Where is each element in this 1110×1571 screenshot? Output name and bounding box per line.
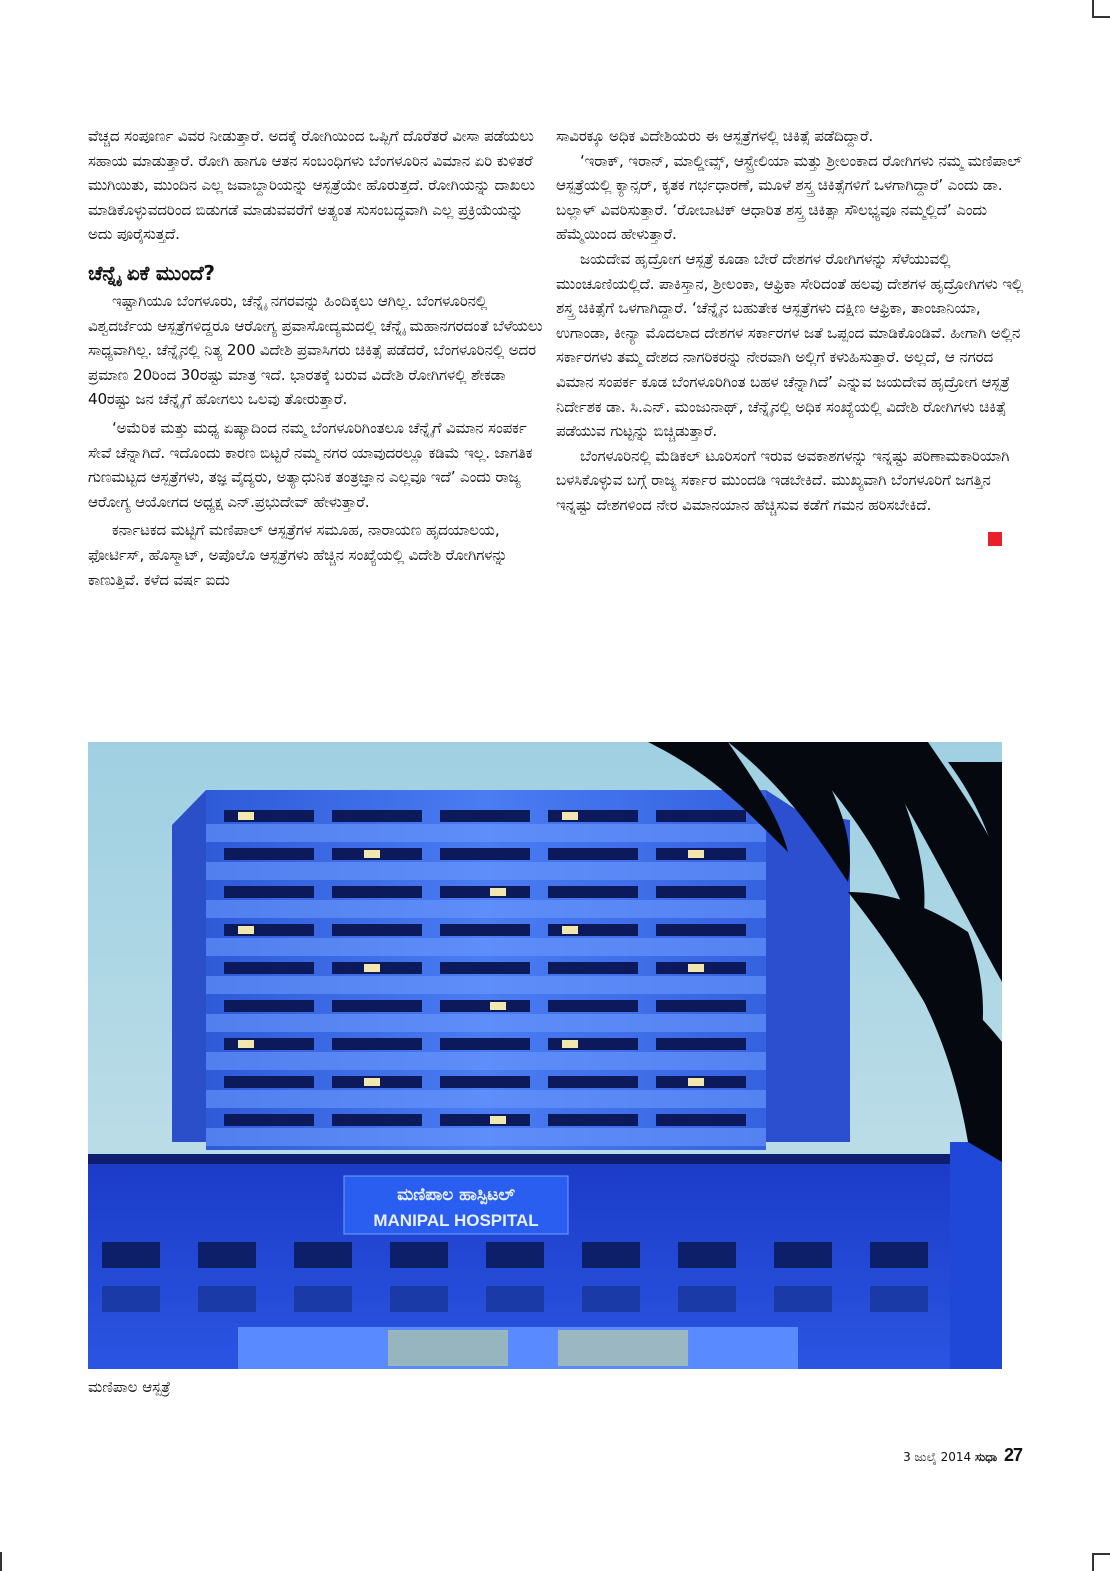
paragraph: ‘ಅಮೆರಿಕ ಮತ್ತು ಮಧ್ಯ ಏಷ್ಯಾದಿಂದ ನಮ್ಮ ಬೆಂಗಳೂರಿಗಿಂತಲೂ ಚೆನ್ನೈಗೆ ವಿಮಾನ ಸಂಪರ್ಕ ಸೇವೆ ಚೆನ್ನಾಗಿದೆ. ಇದೊಂದು ಕಾರಣ ಬಿಟ್ಟರೆ ನಮ್ಮ ನಗರ ಯಾವುದರಲ್ಲೂ ಕಡಿಮೆ ಇಲ್ಲ. ಜಾಗತಿಕ ಗುಣಮಟ್ಟದ ಆಸ್ಪತ್ರೆಗಳು, ತಜ್ಞ ವೈದ್ಯರು, ಅತ್ಯಾಧುನಿಕ ತಂತ್ರಜ್ಞಾನ ಎಲ್ಲವೂ ಇದೆ’ ಎಂದು ರಾಜ್ಯ ಆರೋಗ್ಯ ಆಯೋಗದ ಅಧ್ಯಕ್ಷ ಎನ್.ಪ್ರಭುದೇವ್ ಹೇಳುತ್ತಾರೆ. — [88, 418, 533, 511]
paragraph: ‘ಇರಾಕ್, ಇರಾನ್, ಮಾಲ್ಡೀವ್ಸ್, ಆಸ್ಟ್ರೇಲಿಯಾ ಮತ್ತು ಶ್ರೀಲಂಕಾದ ರೋಗಿಗಳು ನಮ್ಮ ಮಣಿಪಾಲ್ ಆಸ್ಪತ್ರೆಯಲ್ಲಿ ಕ್ಯಾನ್ಸರ್, ಕೃತಕ ಗರ್ಭಧಾರಣೆ, ಮೂಳೆ ಶಸ್ತ್ರ ಚಿಕಿತ್ಸೆಗಳಿಗೆ ಒಳಗಾಗಿದ್ದಾರೆ’ ಎಂದು ಡಾ. ಬಲ್ಲಾಳ್ ವಿವರಿಸುತ್ತಾರೆ. ‘ರೋಬಾಟಿಕ್ ಆಧಾರಿತ ಶಸ್ತ್ರ ಚಿಕಿತ್ಸಾ ಸೌಲಭ್ಯವೂ ನಮ್ಮಲ್ಲಿದೆ’ ಎಂದು ಹೆಮ್ಮೆಯಿಂದ ಹೇಳುತ್ತಾರೆ. — [556, 151, 1022, 244]
window — [440, 886, 530, 898]
crop-mark-top-right-h — [1092, 16, 1110, 18]
paragraph: ವೆಚ್ಚದ ಸಂಪೂರ್ಣ ವಿವರ ನೀಡುತ್ತಾರೆ. ಅದಕ್ಕೆ ರೋಗಿಯಿಂದ ಒಪ್ಪಿಗೆ ದೊರೆತರೆ ವೀಸಾ ಪಡೆಯಲು ಸಹಾಯ ಮಾಡುತ್ತಾರೆ. ರೋಗಿ ಹಾಗೂ ಆತನ ಸಂಬಂಧಿಗಳು ಬೆಂಗಳೂರಿನ ವಿಮಾನ ಏರಿ ಕುಳಿತರೆ ಮುಗಿಯಿತು, ಮುಂದಿನ ಎಲ್ಲ ಜವಾಬ್ದಾರಿಯನ್ನು ಆಸ್ಪತ್ರೆಯೇ ಹೊರುತ್ತದೆ. ರೋಗಿಯನ್ನು ದಾಖಲು ಮಾಡಿಕೊಳ್ಳುವದರಿಂದ ಬಿಡುಗಡೆ ಮಾಡುವವರೆಗೆ ಅತ್ಯಂತ ಸುಸಂಬದ್ಧವಾಗಿ ಎಲ್ಲ ಪ್ರಕ್ರಿಯೆಯನ್ನು ಅದು ಪೂರೈಸುತ್ತದೆ. — [88, 127, 535, 244]
window — [548, 962, 638, 974]
podium-window — [678, 1242, 736, 1268]
paragraph: ಕರ್ನಾಟಕದ ಮಟ್ಟಿಗೆ ಮಣಿಪಾಲ್ ಆಸ್ಪತ್ರೆಗಳ ಸಮೂಹ, ನಾರಾಯಣ ಹೃದಯಾಲಯ, ಫೋರ್ಟಿಸ್, ಹೊಸ್ಮಾಟ್, ಅಪೊಲೊ ಆಸ್ಪತ್ರೆಗಳು ಹೆಚ್ಚಿನ ಸಂಖ್ಯೆಯಲ್ಲಿ ವಿದೇಶಿ ರೋಗಿಗಳನ್ನು ಕಾಣುತ್ತಿವೆ. ಕಳೆದ ವರ್ಷ ಐದು — [88, 521, 508, 589]
window — [548, 886, 638, 898]
window — [656, 1038, 746, 1050]
crop-mark-bottom-left — [0, 1552, 2, 1571]
lit-window — [562, 1040, 578, 1048]
floor-balcony — [206, 862, 766, 880]
window — [332, 810, 422, 822]
podium-window — [294, 1286, 352, 1312]
window — [332, 1000, 422, 1012]
article-right-column — [556, 124, 1024, 546]
floor-balcony — [206, 1014, 766, 1032]
podium-window — [582, 1242, 640, 1268]
podium-window — [678, 1286, 736, 1312]
sign-english-text: MANIPAL HOSPITAL — [373, 1211, 539, 1230]
crop-mark-top-right — [1092, 0, 1094, 17]
lit-window — [688, 964, 704, 972]
window — [224, 962, 314, 974]
page-number: 27 — [1003, 1445, 1022, 1465]
podium-window — [102, 1242, 160, 1268]
paragraph: ಸಾವಿರಕ್ಕೂ ಅಧಿಕ ವಿದೇಶಿಯರು ಈ ಆಸ್ಪತ್ರೆಗಳಲ್ಲಿ ಚಿಕಿತ್ಸೆ ಪಡೆದಿದ್ದಾರೆ. — [556, 127, 874, 145]
lit-window — [238, 1040, 254, 1048]
hospital-photo — [88, 742, 1002, 1369]
window — [440, 1038, 530, 1050]
paragraph: ಇಷ್ಟಾಗಿಯೂ ಬೆಂಗಳೂರು, ಚೆನ್ನೈ ನಗರವನ್ನು ಹಿಂದಿಕ್ಕಲು ಆಗಿಲ್ಲ. ಬೆಂಗಳೂರಿನಲ್ಲಿ ವಿಶ್ವದರ್ಜೆಯ ಆಸ್ಪತ್ರೆಗಳಿದ್ದರೂ ಆರೋಗ್ಯ ಪ್ರವಾಸೋದ್ಯಮದಲ್ಲಿ ಚೆನ್ನೈ ಮಹಾನಗರದಂತೆ ಬೆಳೆಯಲು ಸಾಧ್ಯವಾಗಿಲ್ಲ. ಚೆನ್ನೈನಲ್ಲಿ ನಿತ್ಯ 200 ವಿದೇಶಿ ಪ್ರವಾಸಿಗರು ಚಿಕಿತ್ಸೆ ಪಡೆದರೆ, ಬೆಂಗಳೂರಿನಲ್ಲಿ ಅದರ ಪ್ರಮಾಣ 20ರಿಂದ 30ರಷ್ಟು ಮಾತ್ರ ಇದೆ. ಭಾರತಕ್ಕೆ ಬರುವ ವಿದೇಶಿ ರೋಗಿಗಳಲ್ಲಿ ಶೇಕಡಾ 40ರಷ್ಟು ಜನ ಚೆನ್ನೈಗೆ ಹೋಗಲು ಒಲವು ತೋರುತ್ತಾರೆ. — [88, 291, 543, 409]
podium-right-block — [950, 1142, 1002, 1369]
lobby-glow — [238, 1327, 798, 1369]
floor-balcony — [206, 1128, 766, 1146]
window — [548, 1000, 638, 1012]
floor-balcony — [206, 1052, 766, 1070]
podium-roof — [88, 1154, 1002, 1164]
window — [224, 810, 314, 822]
podium-window — [198, 1242, 256, 1268]
window — [332, 886, 422, 898]
floor-balcony — [206, 976, 766, 994]
lit-window — [238, 926, 254, 934]
window — [332, 924, 422, 936]
window — [440, 924, 530, 936]
lit-window — [562, 926, 578, 934]
lit-window — [688, 850, 704, 858]
window — [656, 1114, 746, 1126]
window — [224, 1114, 314, 1126]
podium-window — [774, 1242, 832, 1268]
lit-window — [688, 1078, 704, 1086]
floor-balcony — [206, 824, 766, 842]
window — [224, 1000, 314, 1012]
floor-balcony — [206, 1090, 766, 1108]
window — [440, 1000, 530, 1012]
lit-window — [364, 964, 380, 972]
lit-window — [364, 850, 380, 858]
window — [440, 962, 530, 974]
window — [656, 810, 746, 822]
floor-balcony — [206, 938, 766, 956]
window — [440, 1114, 530, 1126]
page-footer — [903, 1446, 1022, 1466]
window — [548, 810, 638, 822]
podium-window — [486, 1286, 544, 1312]
podium-window — [870, 1286, 928, 1312]
podium-window — [198, 1286, 256, 1312]
tower-left-wing — [172, 790, 206, 1142]
section-heading: ಚೆನ್ನೈ ಏಕೆ ಮುಂದೆ? — [88, 260, 215, 285]
window — [224, 1076, 314, 1088]
crop-mark-bottom-right-h — [1092, 1553, 1110, 1555]
podium-window — [390, 1242, 448, 1268]
lit-window — [490, 888, 506, 896]
article-left-column — [88, 124, 546, 592]
podium-window — [870, 1242, 928, 1268]
lit-window — [562, 812, 578, 820]
paragraph: ಬೆಂಗಳೂರಿನಲ್ಲಿ ಮೆಡಿಕಲ್ ಟೂರಿಸಂಗೆ ಇರುವ ಅವಕಾಶಗಳನ್ನು ಇನ್ನಷ್ಟು ಪರಿಣಾಮಕಾರಿಯಾಗಿ ಬಳಸಿಕೊಳ್ಳುವ ಬಗ್ಗೆ ರಾಜ್ಯ ಸರ್ಕಾರ ಮುಂದಡಿ ಇಡಬೇಕಿದೆ. ಮುಖ್ಯವಾಗಿ ಬೆಂಗಳೂರಿಗೆ ಜಗತ್ತಿನ ಇನ್ನಷ್ಟು ದೇಶಗಳಿಂದ ನೇರ ವಿಮಾನಯಾನ ಹೆಚ್ಚಿಸುವ ಕಡೆಗೆ ಗಮನ ಹರಿಸಬೇಕಿದೆ. — [556, 446, 1010, 514]
paragraph: ಜಯದೇವ ಹೃದ್ರೋಗ ಆಸ್ಪತ್ರೆ ಕೂಡಾ ಬೇರೆ ದೇಶಗಳ ರೋಗಿಗಳನ್ನು ಸೆಳೆಯುವಲ್ಲಿ ಮುಂಚೂಣಿಯಲ್ಲಿದೆ. ಪಾಕಿಸ್ತಾನ, ಶ್ರೀಲಂಕಾ, ಆಫ್ರಿಕಾ ಸೇರಿದಂತೆ ಹಲವು ದೇಶಗಳ ಹೃದ್ರೋಗಿಗಳು ಇಲ್ಲಿ ಶಸ್ತ್ರ ಚಿಕಿತ್ಸೆಗೆ ಒಳಗಾಗಿದ್ದಾರೆ. ‘ಚೆನ್ನೈನ ಬಹುತೇಕ ಆಸ್ಪತ್ರೆಗಳು ದಕ್ಷಿಣ ಆಫ್ರಿಕಾ, ತಾಂಜಾನಿಯಾ, ಉಗಾಂಡಾ, ಕೀನ್ಯಾ ಮೊದಲಾದ ದೇಶಗಳ ಸರ್ಕಾರಗಳ ಜತೆ ಒಪ್ಪಂದ ಮಾಡಿಕೊಂಡಿವೆ. ಹೀಗಾಗಿ ಅಲ್ಲಿನ ಸರ್ಕಾರಗಳು ತಮ್ಮ ದೇಶದ ನಾಗರಿಕರನ್ನು ನೇರವಾಗಿ ಅಲ್ಲಿಗೆ ಕಳುಹಿಸುತ್ತಾರೆ. ಅಲ್ಲದೆ, ಆ ನಗರದ ವಿಮಾನ ಸಂಪರ್ಕ ಕೂಡ ಬೆಂಗಳೂರಿಗಿಂತ ಬಹಳ ಚೆನ್ನಾಗಿದೆ’ ಎನ್ನುವ ಜಯದೇವ ಹೃದ್ರೋಗ ಆಸ್ಪತ್ರೆ ನಿರ್ದೇಶಕ ಡಾ. ಸಿ.ಎನ್. ಮಂಜುನಾಥ್, ಚೆನ್ನೈನಲ್ಲಿ ಅಧಿಕ ಸಂಖ್ಯೆಯಲ್ಲಿ ವಿದೇಶಿ ರೋಗಿಗಳು ಚಿಕಿತ್ಸೆ ಪಡೆಯುವ ಗುಟ್ಟನ್ನು ಬಿಚ್ಚಿಡುತ್ತಾರೆ. — [556, 249, 1024, 441]
window — [548, 924, 638, 936]
lit-window — [490, 1116, 506, 1124]
window — [224, 924, 314, 936]
window — [224, 848, 314, 860]
window — [440, 810, 530, 822]
window — [656, 1000, 746, 1012]
lit-window — [490, 1002, 506, 1010]
window — [548, 1038, 638, 1050]
window — [224, 886, 314, 898]
podium-window — [582, 1286, 640, 1312]
window — [224, 1038, 314, 1050]
window — [440, 1076, 530, 1088]
window — [656, 924, 746, 936]
hospital-illustration — [88, 742, 1002, 1369]
issue-date: 3 ಜುಲೈ 2014 — [903, 1450, 972, 1464]
window — [548, 1114, 638, 1126]
podium-window — [774, 1286, 832, 1312]
podium-window — [102, 1286, 160, 1312]
window — [332, 1114, 422, 1126]
podium-window — [486, 1242, 544, 1268]
window — [548, 1076, 638, 1088]
podium-window — [294, 1242, 352, 1268]
crop-mark-bottom-right — [1092, 1553, 1094, 1571]
lit-window — [364, 1078, 380, 1086]
window — [548, 848, 638, 860]
lit-window — [238, 812, 254, 820]
podium-window — [390, 1286, 448, 1312]
sign-kannada-text: ಮಣಿಪಾಲ ಹಾಸ್ಪಿಟಲ್ — [397, 1185, 515, 1205]
floor-balcony — [206, 900, 766, 918]
window — [440, 848, 530, 860]
article-end-mark — [988, 532, 1002, 546]
window — [332, 1038, 422, 1050]
magazine-name: ಸುಧಾ — [974, 1450, 998, 1464]
window — [656, 886, 746, 898]
photo-caption: ಮಣಿಪಾಲ ಆಸ್ಪತ್ರೆ — [88, 1378, 171, 1396]
